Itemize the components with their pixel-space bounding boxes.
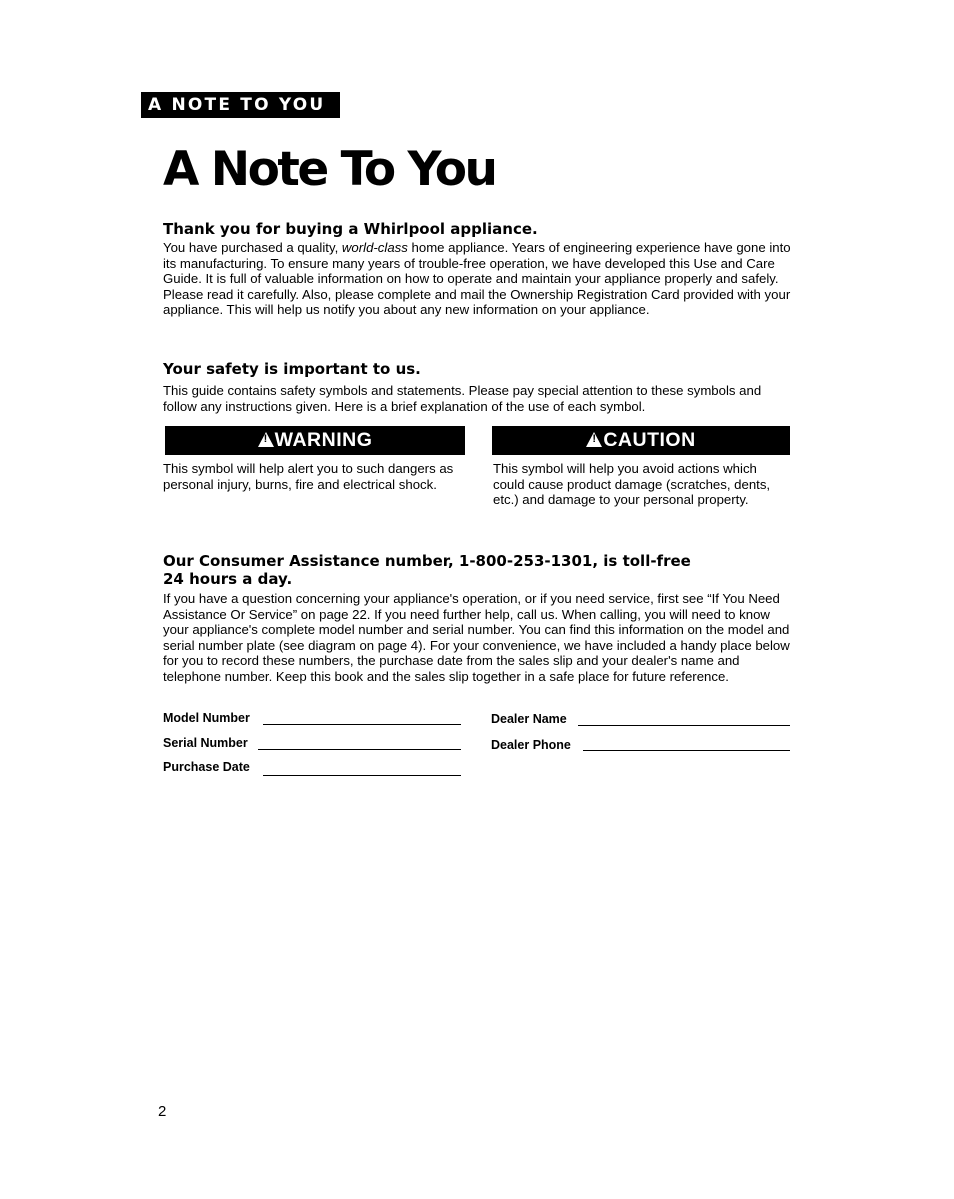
- caution-text: This symbol will help you avoid actions which could cause product damage (scratches, dents, etc.) and damage to your personal property.: [493, 461, 771, 507]
- assistance-heading: Our Consumer Assistance number, 1-800-253-1301, is toll-free 24 hours a day.: [163, 552, 691, 588]
- warning-triangle-icon: [258, 432, 274, 447]
- safety-body: This guide contains safety symbols and statements. Please pay special attention to these symbols and follow any instructions given. Here is a brief explanation of the use of each symbol.: [163, 383, 762, 414]
- page-title: A Note To You: [163, 142, 496, 197]
- thanks-body-start: You have purchased a quality,: [163, 240, 342, 255]
- serial-number-line: [258, 749, 461, 750]
- purchase-date-line: [263, 775, 461, 776]
- thanks-heading: Thank you for buying a Whirlpool appliance.: [163, 220, 538, 238]
- thanks-body-emphasis: world-class: [341, 240, 408, 255]
- warning-label: WARNING: [274, 429, 373, 451]
- page-number: 2: [158, 1103, 167, 1120]
- model-number-label: Model Number: [163, 711, 250, 725]
- caution-triangle-icon: [586, 432, 602, 447]
- safety-heading: Your safety is important to us.: [163, 360, 421, 378]
- thanks-body: [163, 240, 795, 318]
- model-number-line: [263, 724, 461, 725]
- serial-number-label: Serial Number: [163, 736, 248, 750]
- caution-banner: [492, 426, 790, 455]
- purchase-date-label: Purchase Date: [163, 760, 250, 774]
- dealer-phone-label: Dealer Phone: [491, 738, 571, 752]
- warning-banner: [165, 426, 465, 455]
- thanks-body-rest: home appliance. Years of engineering experience have gone into its manufacturing. To ensure many years of trouble-free operation, we have developed this Use and Care Guide. It is full of valuable information on how to operate and maintain your appliance properly and safely. Please read it carefully. Also, please complete and mail the Ownership Registration Card provided with your appliance. This will help us notify you about any new information on your appliance.: [163, 240, 791, 317]
- dealer-name-line: [578, 725, 790, 726]
- section-tab: A NOTE TO YOU: [141, 92, 340, 118]
- assistance-body: If you have a question concerning your appliance's operation, or if you need service, first see “If You Need Assistance Or Service” on page 22. If you need further help, call us. When calling, you will need to know your appliance's complete model number and serial number. You can find this information on the model and serial number plate (see diagram on page 4). For your convenience, we have included a handy place below for you to record these numbers, the purchase date from the sales slip and your dealer's name and telephone number. Keep this book and the sales slip together in a safe place for future reference.: [163, 591, 790, 684]
- caution-label: CAUTION: [603, 429, 696, 451]
- dealer-phone-line: [583, 750, 790, 751]
- dealer-name-label: Dealer Name: [491, 712, 567, 726]
- warning-text: This symbol will help alert you to such dangers as personal injury, burns, fire and electrical shock.: [163, 461, 454, 492]
